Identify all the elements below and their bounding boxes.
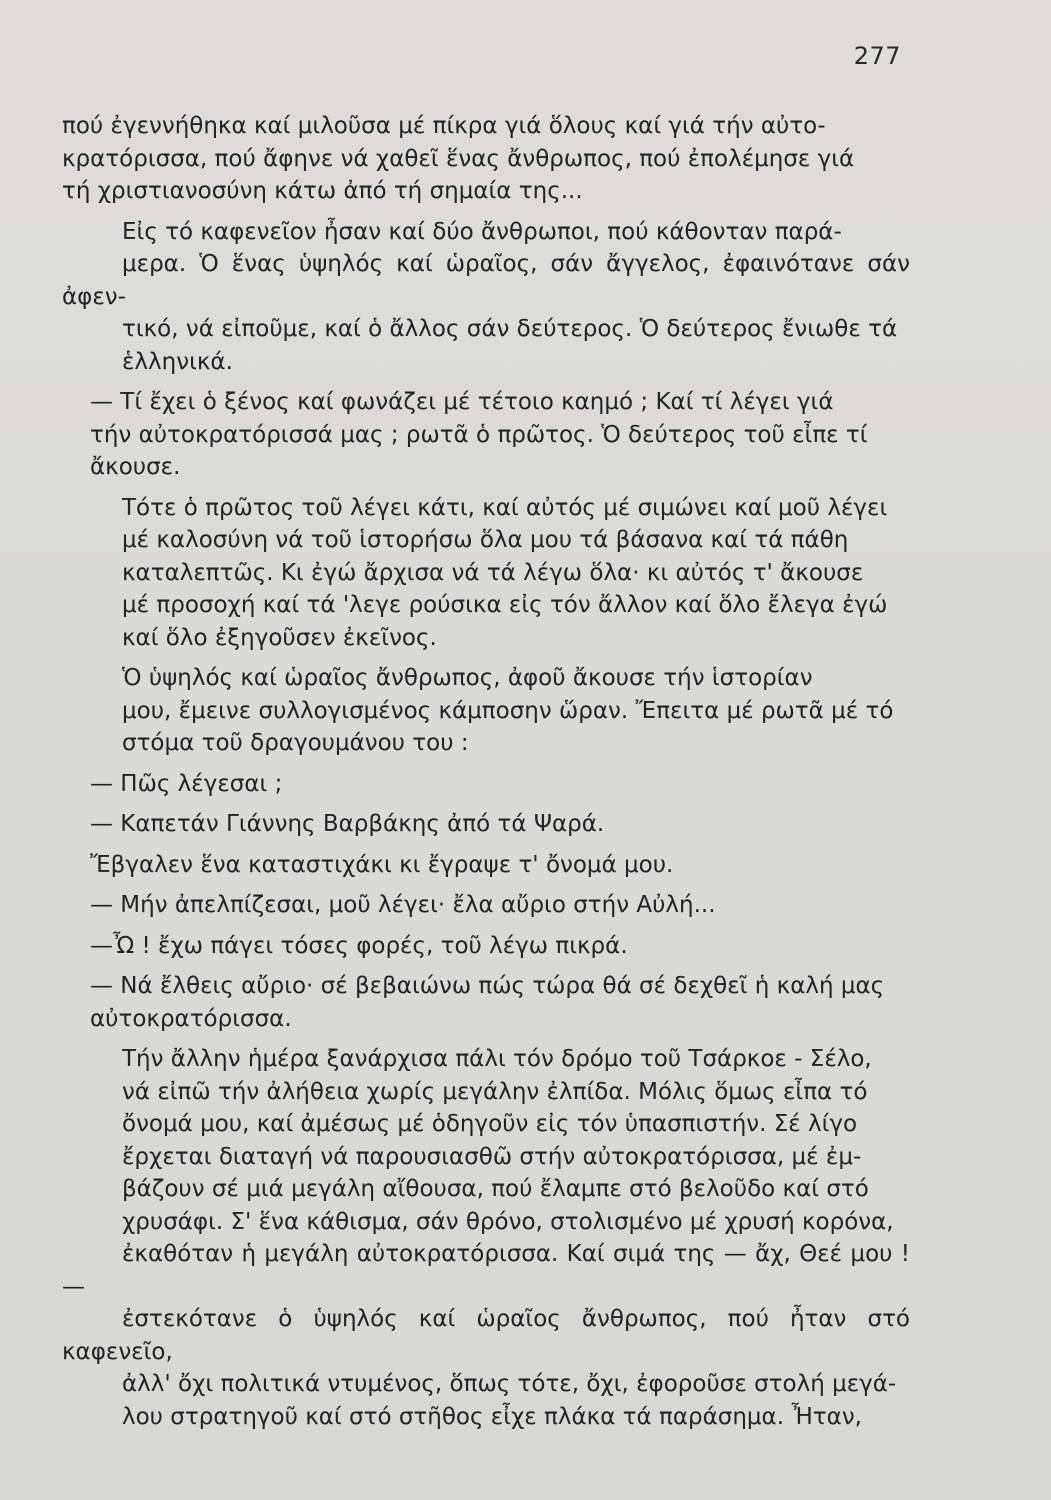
text-line: — Πῶς λέγεσαι ; <box>90 770 283 797</box>
text-line: ἀλλ' ὄχι πολιτικά ντυμένος, ὅπως τότε, ὄχι, ἐφοροῦσε στολή μεγά- <box>122 1371 897 1397</box>
page-number: 277 <box>853 42 901 70</box>
text-line: νά εἰπῶ τήν ἀλήθεια χωρίς μεγάλην ἐλπίδα. Μόλις ὅμως εἶπα τό <box>122 1078 868 1105</box>
paragraph <box>62 768 910 801</box>
paragraph <box>62 492 910 655</box>
paragraph <box>62 662 910 760</box>
text-line: — Τί ἔχει ὁ ξένος καί φωνάζει μέ τέτοιο καημό ; Καί τί λέγει γιά <box>90 389 834 415</box>
text-line: Τότε ὁ πρῶτος τοῦ λέγει κάτι, καί αὐτός μέ σιμώνει καί μοῦ λέγει <box>122 494 888 521</box>
text-line: — Μήν ἀπελπίζεσαι, μοῦ λέγει· ἔλα αὔριο στήν Αὐλή... <box>90 892 716 918</box>
text-line: καταλεπτῶς. Κι ἐγώ ἄρχισα νά τά λέγω ὅλα· κι αὐτός τ' ἄκουσε <box>122 559 864 586</box>
text-line: Τήν ἄλλην ἡμέρα ξανάρχισα πάλι τόν δρόμο τοῦ Τσάρκοε - Σέλο, <box>122 1046 872 1072</box>
text-line: πού ἐγεννήθηκα καί μιλοῦσα μέ πίκρα γιά ὅλους καί γιά τήν αὐτο- <box>62 113 826 139</box>
paragraph <box>62 110 910 208</box>
text-line: μερα. Ὁ ἕνας ὑψηλός καί ὡραῖος, σάν ἄγγελος, ἐφαινότανε σάν ἀφεν- <box>62 251 910 310</box>
text-line: ἑλληνικά. <box>122 348 233 375</box>
paragraph <box>62 930 910 963</box>
text-line: λου στρατηγοῦ καί στό στῆθος εἶχε πλάκα τά παράσημα. Ἦταν, <box>122 1403 862 1430</box>
text-line: μου, ἔμεινε συλλογισμένος κάμποσην ὥραν. Ἔπειτα μέ ρωτᾶ μέ τό <box>122 697 894 724</box>
paragraph <box>62 386 910 484</box>
text-line: αὐτοκρατόρισσα. <box>90 1005 292 1032</box>
text-line: βάζουν σέ μιά μεγάλη αἴθουσα, πού ἔλαμπε στό βελοῦδο καί στό <box>122 1176 869 1202</box>
text-line: ἐκαθόταν ἡ μεγάλη αὐτοκρατόρισσα. Καί σιμά της — ἄχ, Θεέ μου ! — <box>62 1241 910 1300</box>
text-line: ἔρχεται διαταγή νά παρουσιασθῶ στήν αὐτοκρατόρισσα, μέ ἐμ- <box>122 1143 862 1170</box>
paragraph <box>62 808 910 841</box>
paragraph <box>62 889 910 922</box>
text-line: ἄκουσε. <box>90 454 181 480</box>
text-line: στόμα τοῦ δραγουμάνου του : <box>122 730 469 756</box>
text-line: τήν αὐτοκρατόρισσά μας ; ρωτᾶ ὁ πρῶτος. Ὁ δεύτερος τοῦ εἶπε τί <box>90 421 868 448</box>
paragraph <box>62 970 910 1035</box>
text-line: — Καπετάν Γιάννης Βαρβάκης ἀπό τά Ψαρά. <box>90 811 605 837</box>
text-line: χρυσάφι. Σ' ἕνα κάθισμα, σάν θρόνο, στολισμένο μέ χρυσή κορόνα, <box>122 1208 894 1235</box>
text-line: —Ὦ ! ἔχω πάγει τόσες φορές, τοῦ λέγω πικρά. <box>90 932 628 959</box>
text-line: τικό, νά εἰποῦμε, καί ὁ ἄλλος σάν δεύτερος. Ὁ δεύτερος ἔνιωθε τά <box>122 316 898 342</box>
paragraph <box>62 1043 910 1433</box>
text-line: ἐστεκότανε ὁ ὑψηλός καί ὡραῖος ἄνθρωπος, πού ἦταν στό καφενεῖο, <box>62 1306 910 1365</box>
text-line: μέ καλοσύνη νά τοῦ ἱστορήσω ὅλα μου τά βάσανα καί τά πάθη <box>122 527 849 553</box>
paragraph <box>62 849 910 882</box>
text-line: Ἔβγαλεν ἕνα καταστιχάκι κι ἔγραψε τ' ὄνομά μου. <box>90 851 674 878</box>
text-line: Ὁ ὑψηλός καί ὡραῖος ἄνθρωπος, ἀφοῦ ἄκουσε τήν ἱστορίαν <box>122 665 813 691</box>
text-line: — Νά ἔλθεις αὔριο· σέ βεβαιώνω πώς τώρα θά σέ δεχθεῖ ἡ καλή μας <box>90 973 885 999</box>
text-line: κρατόρισσα, πού ἄφηνε νά χαθεῖ ἕνας ἄνθρωπος, πού ἐπολέμησε γιά <box>62 145 855 172</box>
text-line: τή χριστιανοσύνη κάτω ἀπό τή σημαία της... <box>62 178 583 204</box>
paragraph <box>62 216 910 379</box>
body-text <box>62 110 910 1441</box>
text-line: μέ προσοχή καί τά 'λεγε ρούσικα εἰς τόν ἄλλον καί ὅλο ἔλεγα ἐγώ <box>122 592 888 618</box>
text-line: Εἰς τό καφενεῖον ἦσαν καί δύο ἄνθρωποι, πού κάθονταν παρά- <box>122 218 842 245</box>
text-line: καί ὅλο ἐξηγοῦσεν ἐκεῖνος. <box>122 624 437 651</box>
text-line: ὄνομά μου, καί ἀμέσως μέ ὁδηγοῦν εἰς τόν ὑπασπιστήν. Σέ λίγο <box>122 1111 858 1137</box>
